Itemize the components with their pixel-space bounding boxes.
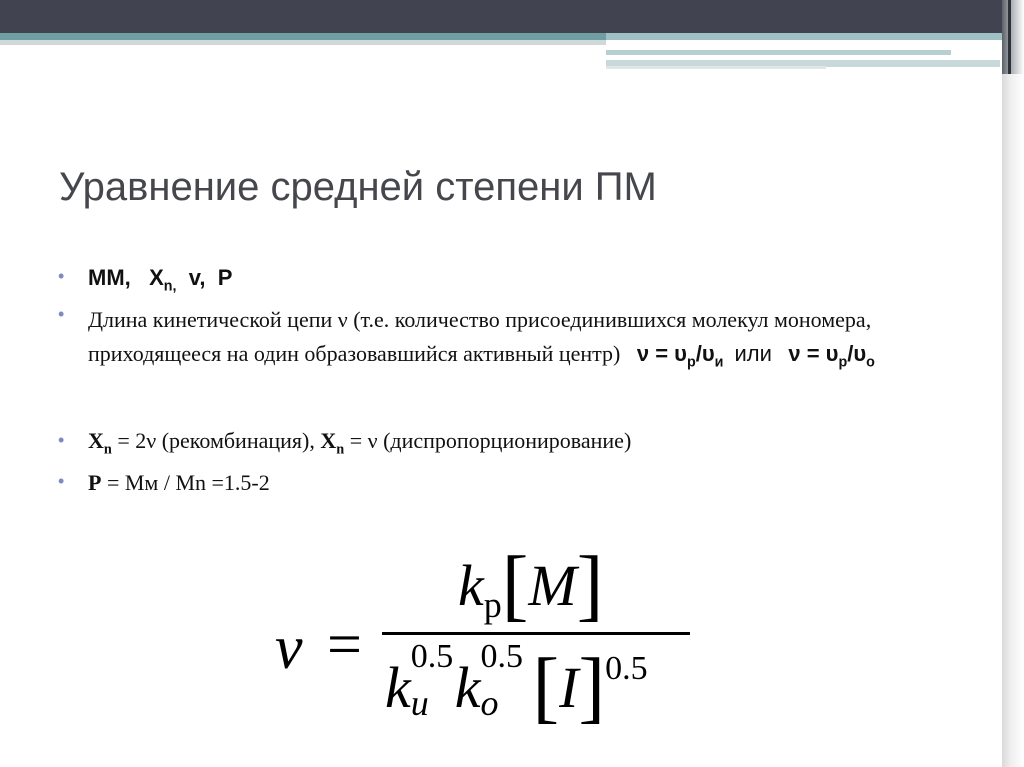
xn-label-1: X <box>88 428 104 453</box>
bullet-item-4 <box>88 470 270 496</box>
den-i: I <box>559 655 579 720</box>
xn-label-2: X <box>320 428 337 453</box>
header-bar-teal-light <box>606 33 1004 40</box>
p-label: P <box>217 265 233 290</box>
den-bracket-open: [ <box>532 643 560 731</box>
bullet-item-2 <box>88 303 968 379</box>
num-bracket-open: [ <box>501 541 529 629</box>
header-stripe-3 <box>606 66 826 69</box>
bullet-dot: • <box>58 304 65 324</box>
x-subscript: n, <box>163 278 177 295</box>
den-k2-sub: o <box>480 683 499 723</box>
formula-a-main: ν = υ <box>636 341 687 366</box>
header-edge-strip <box>1002 0 1024 74</box>
xn-sub-2: n <box>336 441 345 458</box>
or-text: или <box>734 341 772 366</box>
den-k1-sup: 0.5 <box>410 638 454 675</box>
num-m: M <box>528 553 577 618</box>
den-k1-sub: u <box>410 683 429 723</box>
num-k-sub: p <box>483 585 502 625</box>
header-bar-dark <box>0 0 1004 33</box>
header-bar-teal <box>0 33 606 40</box>
den-k2-sup: 0.5 <box>480 638 523 675</box>
fraction-line <box>382 632 690 635</box>
bullet-dot: • <box>58 430 65 450</box>
formula-b <box>788 341 875 371</box>
bullet-dot: • <box>58 266 65 286</box>
den-sup: 0.5 <box>605 650 648 687</box>
bullet-item-1 <box>88 265 232 294</box>
header-stripe-1 <box>606 50 951 55</box>
formula-b-sub-r: р <box>838 354 848 371</box>
formula-equals: = <box>327 611 362 679</box>
den-k1: k <box>385 655 411 720</box>
formula-b-sub-o: о <box>866 354 875 371</box>
den-k1-scripts <box>410 638 455 723</box>
formula-a-sub-i: и <box>714 354 724 371</box>
den-k2-scripts <box>480 638 533 723</box>
x-label: X <box>149 265 164 290</box>
bullet-item-3 <box>88 428 631 458</box>
recombination-text: = 2ν (рекомбинация), <box>111 428 321 453</box>
slide-title: Уравнение средней степени ПМ <box>59 165 657 209</box>
den-k2: k <box>454 655 481 720</box>
formula-a-mid: /υ <box>695 341 715 366</box>
den-bracket-close: ] <box>578 643 606 731</box>
xn-sub-1: n <box>103 441 112 458</box>
bullet-dot: • <box>58 471 65 491</box>
mm-label: ММ, <box>88 265 131 290</box>
v-label: v, <box>188 265 206 290</box>
kinetic-chain-formula <box>270 530 710 750</box>
formula-numerator <box>458 540 603 631</box>
formula-b-main: ν = υ <box>788 341 839 366</box>
header-edge-line <box>1008 0 1011 74</box>
num-bracket-close: ] <box>576 541 604 629</box>
polydispersity-text: = Mм / Mn =1.5-2 <box>101 470 270 495</box>
disproportionation-text: = ν (диспропорционирование) <box>344 428 632 453</box>
formula-a-sub-r: р <box>687 354 696 371</box>
num-k: k <box>458 553 484 618</box>
formula-b-mid: /υ <box>847 341 867 366</box>
formula-a <box>636 341 724 371</box>
formula-denominator <box>385 638 648 733</box>
header-bar-gray <box>0 40 606 45</box>
formula-nu: ν <box>275 614 303 682</box>
p-symbol: P <box>88 470 102 495</box>
right-edge-shadow <box>1002 74 1024 767</box>
kinetic-chain-text: Длина кинетической цепи ν (т.е. количество присоединившихся молекул мономера, приходящееся на один образовавшийся активный центр) <box>88 307 872 366</box>
